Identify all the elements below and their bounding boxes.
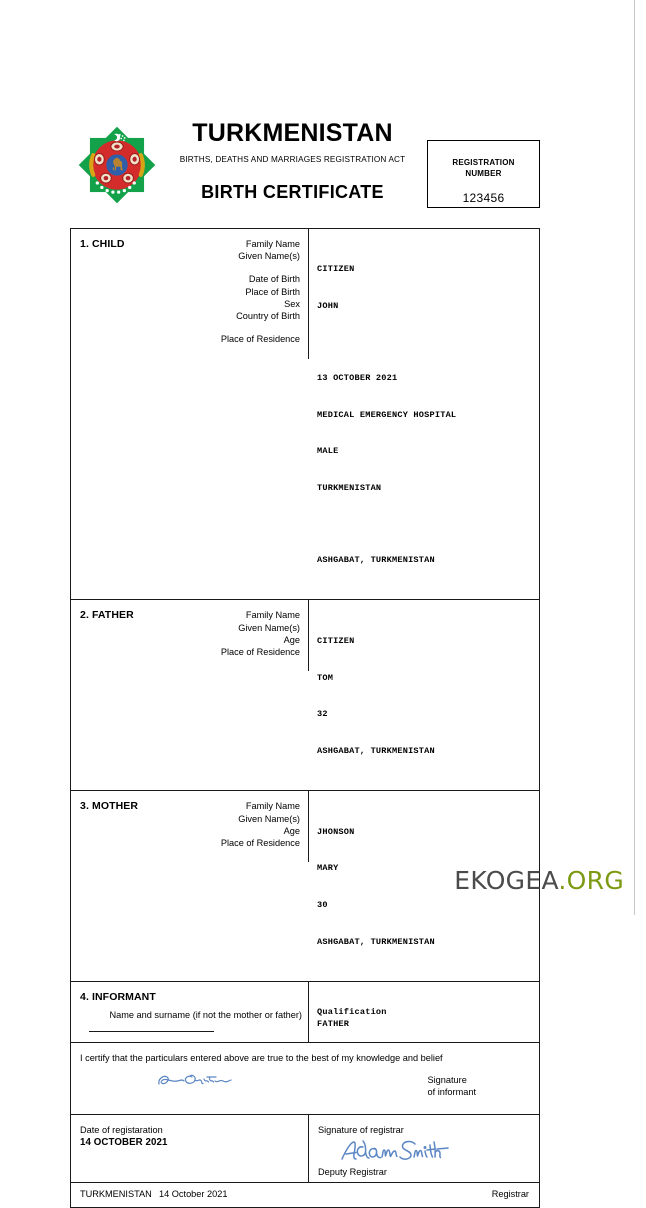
value-informant-qualification: FATHER (317, 1019, 350, 1030)
title-block (170, 118, 415, 203)
certificate-header (70, 118, 540, 218)
section-title-father: 2. FATHER (80, 609, 134, 622)
label-father-place-of-residence: Place of Residence (220, 647, 300, 658)
section-title-informant: 4. INFORMANT (80, 991, 156, 1004)
informant-name-input[interactable] (89, 1031, 214, 1032)
label-child-date-of-birth: Date of Birth (248, 274, 300, 285)
table-row-child (71, 229, 539, 600)
footer-country: TURKMENISTAN (80, 1189, 152, 1200)
label-mother-age: Age (283, 825, 300, 836)
label-child-family-name: Family Name (245, 239, 300, 249)
value-child-place-of-birth: MEDICAL EMERGENCY HOSPITAL (317, 409, 457, 420)
label-child-given-names: Given Name(s) (238, 251, 300, 262)
registration-number-value: 123456 (462, 191, 505, 205)
label-father-given-names: Given Name(s) (238, 622, 300, 633)
table-row-certification (71, 1043, 539, 1115)
label-informant-qualification: Qualification (317, 1007, 387, 1018)
label-date-of-registration: Date of registaration (80, 1125, 163, 1136)
ekogea-watermark (454, 866, 624, 895)
watermark-tld: .ORG (558, 866, 624, 895)
value-child-given-names: JOHN (317, 301, 339, 312)
document-title: BIRTH CERTIFICATE (201, 182, 384, 202)
act-subtitle: BIRTHS, DEATHS AND MARRIAGES REGISTRATION ACT (179, 155, 406, 164)
registration-number-box (427, 140, 540, 208)
label-father-age: Age (283, 634, 300, 645)
registration-number-label-line2: NUMBER (465, 169, 502, 178)
certification-statement: I certify that the particulars entered above are true to the best of my knowledge and belief (80, 1053, 443, 1064)
label-child-place-of-residence: Place of Residence (220, 334, 300, 345)
value-child-place-of-residence: ASHGABAT, TURKMENISTAN (317, 554, 435, 565)
page-edge-rule (634, 0, 635, 915)
certificate-table (70, 228, 540, 1208)
value-child-sex: MALE (317, 446, 339, 457)
value-date-of-registration: 14 OCTOBER 2021 (80, 1137, 168, 1149)
registration-number-label-line1: REGISTRATION (452, 158, 515, 167)
section-title-child: 1. CHILD (80, 238, 125, 250)
label-father-family-name: Family Name (245, 610, 300, 621)
value-child-country-of-birth: TURKMENISTAN (317, 482, 382, 493)
value-mother-given-names: MARY (317, 863, 339, 874)
value-mother-place-of-residence: ASHGABAT, TURKMENISTAN (317, 936, 435, 947)
label-child-country-of-birth: Country of Birth (236, 311, 300, 322)
label-child-place-of-birth: Place of Birth (245, 286, 300, 297)
label-child-sex: Sex (284, 298, 300, 309)
value-child-date-of-birth: 13 OCTOBER 2021 (317, 373, 398, 384)
section-title-mother: 3. MOTHER (80, 800, 139, 813)
label-mother-place-of-residence: Place of Residence (220, 837, 300, 848)
table-row-registration (71, 1115, 539, 1183)
value-child-family-name: CITIZEN (317, 264, 355, 275)
watermark-name: EKOGEA (454, 866, 559, 895)
page-title: TURKMENISTAN (192, 119, 393, 147)
table-row-informant (71, 982, 539, 1043)
value-father-given-names: TOM (317, 672, 334, 683)
registrar-signature-icon (339, 1137, 449, 1165)
footer-date: 14 October 2021 (159, 1189, 228, 1200)
value-mother-age: 30 (317, 899, 328, 910)
value-mother-family-name: JHONSON (317, 826, 355, 837)
turkmenistan-emblem-icon (76, 124, 158, 206)
footer-registrar-label: Registrar (491, 1189, 529, 1200)
value-father-family-name: CITIZEN (317, 635, 355, 646)
label-mother-given-names: Given Name(s) (238, 813, 300, 824)
value-father-place-of-residence: ASHGABAT, TURKMENISTAN (317, 745, 435, 756)
table-row-footer (71, 1183, 539, 1207)
value-father-age: 32 (317, 709, 328, 720)
informant-signature-icon (155, 1069, 235, 1091)
label-deputy-registrar: Deputy Registrar (318, 1167, 387, 1178)
informant-signature-label: Signature of informant (427, 1075, 476, 1097)
informant-name-prompt: Name and surname (if not the mother or father) (109, 1010, 302, 1021)
label-mother-family-name: Family Name (245, 801, 300, 812)
label-signature-of-registrar: Signature of registrar (318, 1125, 404, 1136)
table-row-father (71, 600, 539, 791)
